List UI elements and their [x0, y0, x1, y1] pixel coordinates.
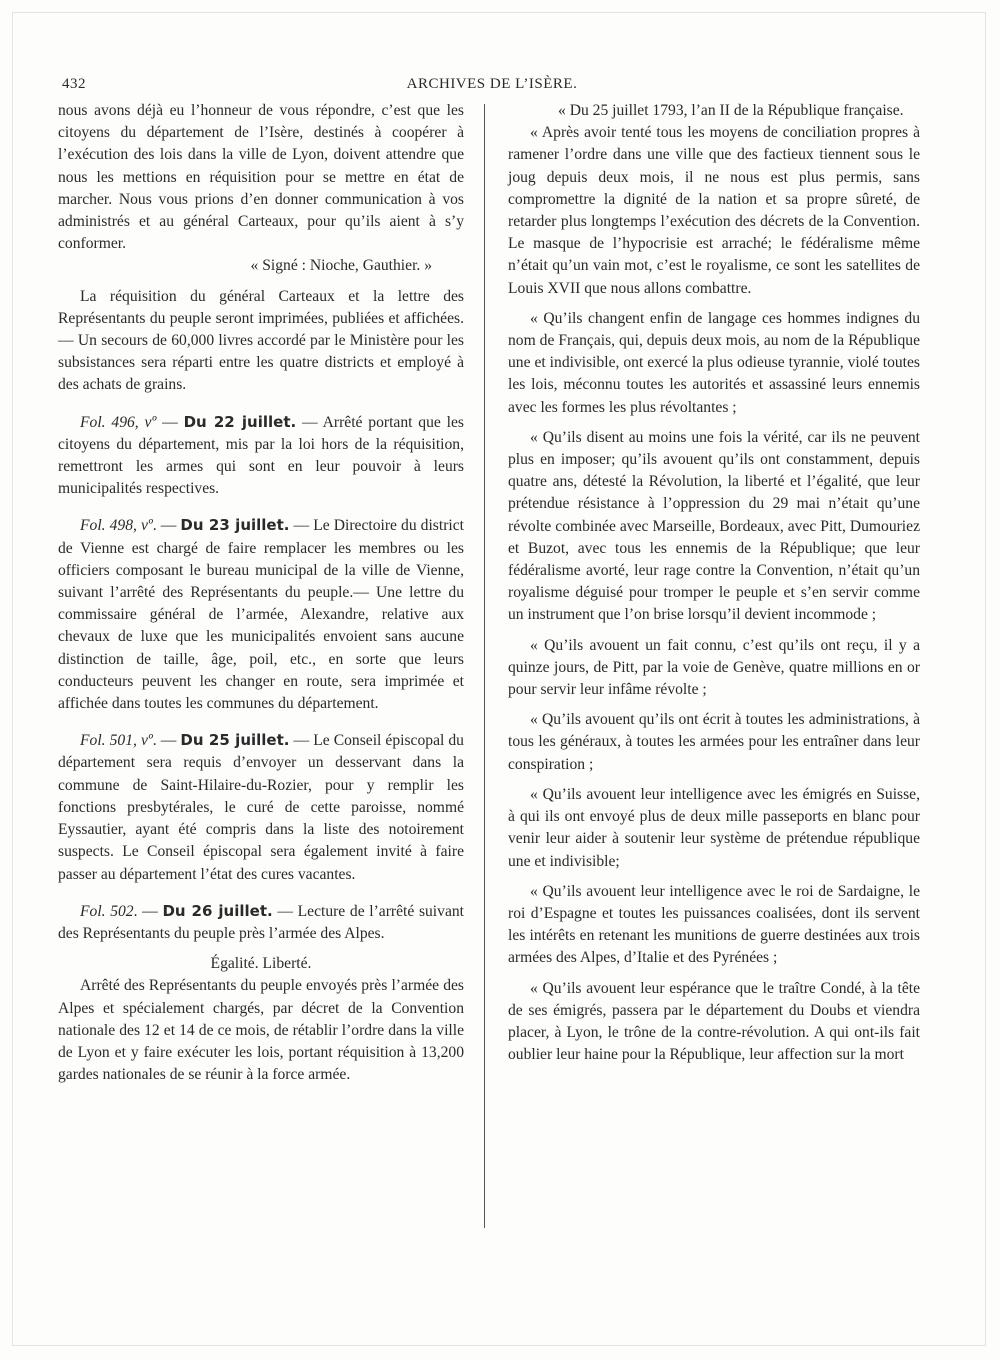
paragraph-continuation: nous avons déjà eu l’honneur de vous répondre, c’est que les citoyens du département de l’Isère, destinés à coopérer à l’exécution des lois dans la ville de Lyon, doivent attendre que nous les mettions en réquisition pour se mettre en état de marcher. Nous vous prions d’en donner communication à vos administrés et au général Carteaux, pour qu’ils aient à s’y conformer.	[58, 102, 464, 253]
signature: « Signé : Nioche, Gauthier. »	[250, 257, 432, 275]
paragraph-arrete-title: Arrêté des Représentants du peuple envoyés près l’armée des Alpes et spécialement chargés, par décret de la Convention nationale des 12 et 14 de ce mois, de rétablir l’ordre dans la ville de Lyon et y faire exécuter les lois, portant réquisition à 13,200 gardes nationales de se réunir à la force armée.	[58, 977, 464, 1084]
paragraph: « Qu’ils avouent un fait connu, c’est qu’ils ont reçu, il y a quinze jours, de Pitt, par la voie de Genève, quatre millions en or pour servir leur infâme révolte ;	[508, 636, 920, 699]
entry-fol-498	[58, 514, 464, 715]
folio-ref: Fol. 501, vº	[80, 732, 153, 750]
entry-text: — Arrêté portant que les citoyens du département, mis par la loi hors de la réquisition, remettront les armes qui sont en leur pouvoir à leurs municipalités respectives.	[58, 413, 464, 498]
entry-fol-501	[58, 729, 464, 885]
entry-date: Du 26 juillet.	[162, 901, 273, 920]
entry-separator: . —	[152, 517, 181, 535]
entry-date: Du 23 juillet.	[180, 516, 290, 535]
entry-text: — Le Directoire du district de Vienne est chargé de faire remplacer les membres ou les officiers composant le bureau municipal de la ville de Vienne, suivant l’arrêté des Représentants du peuple.— Une lettre du commissaire général de l’armée, Alexandre, relative aux chevaux de luxe que les municipalités envoient sans aucune distinction de taille, âge, poil, etc., en sorte que leurs conducteurs peuvent les changer en route, sera imprimée et affichée dans toutes les communes du département.	[58, 517, 464, 713]
entry-separator: —	[156, 413, 184, 431]
entry-separator: . —	[133, 902, 163, 920]
dateline: « Du 25 juillet 1793, l’an II de la République française.	[558, 102, 904, 119]
paragraph: « Après avoir tenté tous les moyens de conciliation propres à ramener l’ordre dans une ville que des factieux tiennent sous le joug depuis deux mois, il ne nous est plus permis, sans compromettre la dignité de la nation et sa propre sûreté, de retarder plus longtemps l’exécution des décrets de la Convention. Le masque de l’hypocrisie est arraché; le fédéralisme même n’était qu’un vain mot, c’est le royalisme, ce sont les satellites de Louis XVII que nous allons combattre.	[508, 124, 920, 297]
paragraph: « Qu’ils disent au moins une fois la vérité, car ils ne peuvent plus en imposer; qu’ils avouent qu’ils ont constamment, depuis quatre ans, détesté la Révolution, la liberté et l’égalité, que leur prétendue résistance à l’oppression du 29 mai n’était qu’une révolte combinée avec Marseille, Bordeaux, avec Pitt, Dumouriez et Buzot, avec tous les ennemis de la République; que leur fédéralisme avorté, leur rage contre la Convention, n’était qu’un royalisme déguisé pour tromper le peuple et s’en servir comme un instrument que l’on brise lorsqu’il devient incommode ;	[508, 428, 920, 624]
page-number: 432	[62, 76, 86, 92]
entry-fol-496	[58, 411, 464, 501]
paragraph: « Qu’ils avouent leur espérance que le traître Condé, à la tête de ses émigrés, passera par le département du Doubs et viendra placer, à Lyon, le trône de la contre-révolution. A qui ont-ils fait oublier leur haine pour la République, leur affection sur la mort	[508, 979, 920, 1064]
entry-fol-502	[58, 900, 464, 945]
motto: Égalité. Liberté.	[210, 955, 312, 973]
entry-text: — Lecture de l’arrêté suivant des Représentants du peuple près l’armée des Alpes.	[58, 902, 464, 942]
paragraph: « Qu’ils avouent leur intelligence avec le roi de Sardaigne, le roi d’Espagne et toutes les puissances coalisées, dont ils servent les intérêts en retenant les munitions de guerre destinées aux trois armées des Alpes, d’Italie et des Pyrénées ;	[508, 882, 920, 967]
paragraph: « Qu’ils avouent qu’ils ont écrit à toutes les administrations, à tous les généraux, à toutes les armées pour les entraîner dans leur conspiration ;	[508, 711, 920, 773]
entry-text: — Le Conseil épiscopal du département sera requis d’envoyer un desservant dans la commune de Saint-Hilaire-du-Rozier, pour y remplir les fonctions presbytérales, le curé de cette paroisse, nommé Eyssautier, ayant été compris dans la liste des notoirement suspects. Le Conseil épiscopal sera également invité à faire passer au département l’état des cures vacantes.	[58, 732, 464, 883]
header-title: ARCHIVES DE L’ISÈRE.	[406, 76, 578, 92]
entry-separator: . —	[152, 732, 181, 750]
folio-ref: Fol. 502	[80, 902, 134, 920]
entry-date: Du 25 juillet.	[180, 731, 290, 750]
left-column	[58, 100, 464, 1086]
entry-date: Du 22 juillet.	[183, 412, 297, 431]
running-header	[62, 76, 922, 98]
folio-ref: Fol. 496, vº	[80, 413, 157, 431]
folio-ref: Fol. 498, vº	[80, 517, 153, 535]
paragraph: « Qu’ils changent enfin de langage ces hommes indignes du nom de Français, qui, depuis deux mois, au nom de la République une et indivisible, ont exercé la plus odieuse tyrannie, violé toutes les lois, méconnu toutes les autorités et assassiné leurs ennemis avec les formes les plus révoltantes ;	[508, 309, 920, 416]
paragraph-requisition: La réquisition du général Carteaux et la lettre des Représentants du peuple seront imprimées, publiées et affichées. — Un secours de 60,000 livres accordé par le Ministère pour les subsistances sera réparti entre les quatre districts et employé à des achats de grains.	[58, 287, 464, 394]
paragraph: « Qu’ils avouent leur intelligence avec les émigrés en Suisse, à qui ils ont envoyé plus de deux mille passeports en blanc pour venir leur aider à soutenir leur système de prétendue république une et indivisible;	[508, 785, 920, 870]
column-rule	[484, 104, 485, 1228]
right-column	[508, 100, 920, 1066]
